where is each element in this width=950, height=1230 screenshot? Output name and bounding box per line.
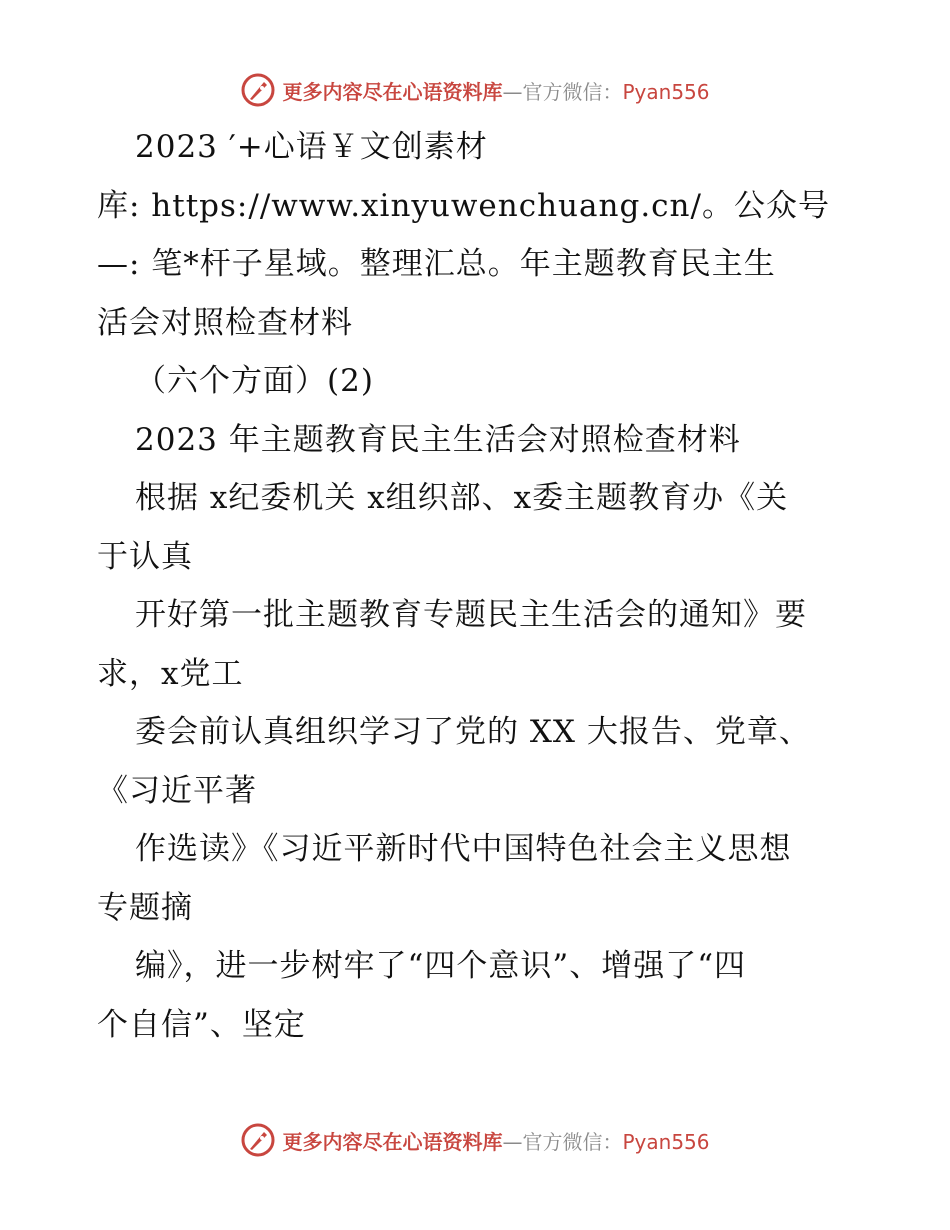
- doc-line-15: 编》，进一步树牢了“四个意识”、增强了“四: [135, 948, 747, 984]
- footer-site-name: 更多内容尽在心语资料库: [282, 1129, 503, 1154]
- footer-wechat-id: Pyan556: [622, 1129, 710, 1154]
- doc-line-14: 专题摘: [97, 889, 193, 926]
- doc-line-2: 库: https://www.xinyuwenchuang.cn/。公众号: [97, 187, 830, 224]
- doc-line-11: 委会前认真组织学习了党的 XX 大报告、党章、: [135, 714, 811, 750]
- document-body: [97, 118, 867, 1054]
- footer-dash: —: [502, 1129, 523, 1154]
- header-wechat-id: Pyan556: [622, 79, 710, 104]
- doc-line-5: （六个方面）(2): [135, 363, 374, 399]
- doc-line-13: 作选读》《习近平新时代中国特色社会主义思想: [135, 831, 792, 867]
- doc-line-10: 求，x党工: [97, 655, 244, 692]
- doc-line-9: 开好第一批主题教育专题民主生活会的通知》要: [135, 597, 807, 633]
- doc-line-16: 个自信”、坚定: [97, 1006, 306, 1043]
- header-dash: —: [502, 79, 523, 104]
- doc-line-8: 于认真: [97, 538, 193, 575]
- doc-line-12: 《习近平著: [97, 772, 257, 809]
- pen-nib-logo-icon: [240, 1122, 276, 1158]
- footer-banner-text: [282, 1126, 709, 1155]
- footer-banner: [0, 1118, 950, 1162]
- doc-line-4: 活会对照检查材料: [97, 304, 353, 341]
- footer-wechat-label: 官方微信：: [522, 1129, 623, 1154]
- header-banner-text: [282, 76, 709, 105]
- header-banner: [0, 68, 950, 112]
- doc-line-7: 根据 x纪委机关 x组织部、x委主题教育办《关: [135, 480, 789, 516]
- header-site-name: 更多内容尽在心语资料库: [282, 79, 503, 104]
- doc-line-6: 2023 年主题教育民主生活会对照检查材料: [135, 421, 741, 458]
- doc-line-1: 2023 ′+心语￥文创素材: [135, 129, 488, 165]
- doc-line-3: —: 笔*杆子星域。整理汇总。年主题教育民主生: [97, 246, 776, 282]
- pen-nib-logo-icon: [240, 72, 276, 108]
- header-wechat-label: 官方微信：: [522, 79, 623, 104]
